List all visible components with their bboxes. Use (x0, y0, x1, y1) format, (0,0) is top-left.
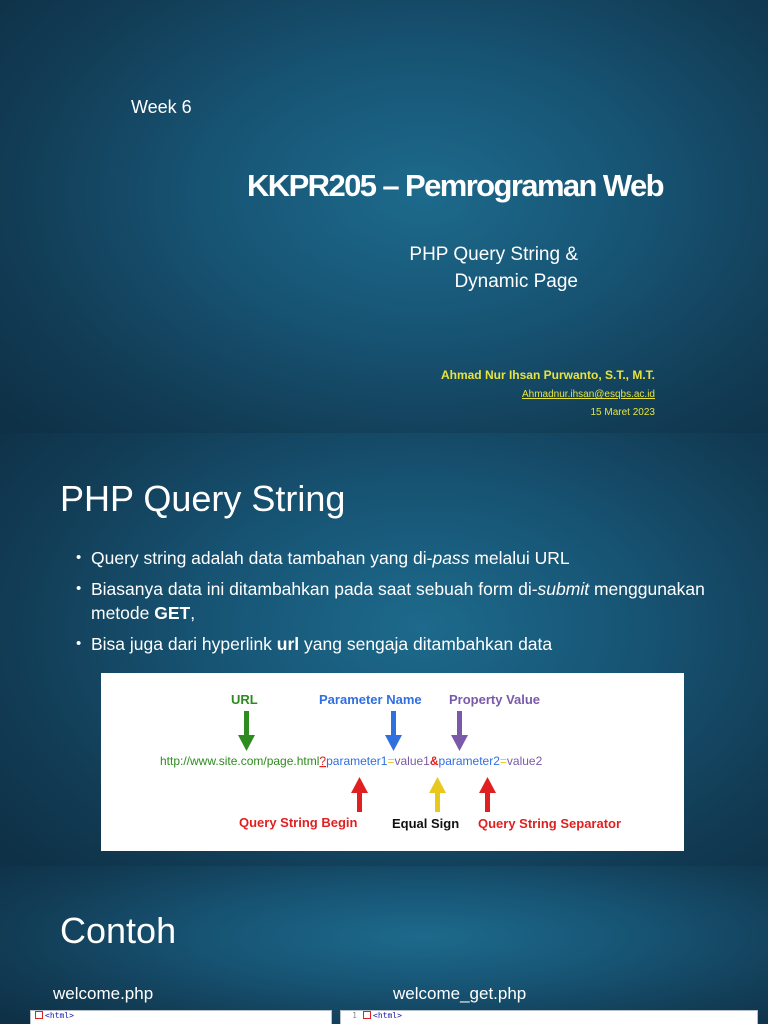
file-label-welcome: welcome.php (53, 984, 154, 1003)
label-query-string-separator: Query String Separator (478, 816, 622, 831)
url-equal2: = (499, 754, 507, 768)
bullet-text: Biasanya data ini ditambahkan pada saat sebuah form di- (91, 579, 538, 599)
fold-icon[interactable] (35, 1011, 43, 1019)
contoh-slide (0, 866, 768, 1024)
url-equal1: = (387, 754, 395, 768)
label-equal-sign: Equal Sign (392, 816, 460, 831)
title-slide (0, 0, 768, 433)
author-email-link[interactable]: Ahmadnur.ihsan@esqbs.ac.id (521, 389, 655, 400)
bullet-item (76, 632, 716, 656)
bullet-text: melalui URL (469, 548, 570, 568)
url-param1: parameter1 (326, 754, 388, 768)
bullet-text: yang sengaja ditambahkan data (299, 634, 553, 654)
query-string-diagram (101, 673, 684, 851)
file-label-welcome-get: welcome_get.php (393, 984, 527, 1003)
code-line: <html> (45, 1011, 74, 1020)
line-number: 1 (352, 1011, 357, 1020)
slide-subtitle (278, 241, 578, 295)
url-value1: value1 (394, 754, 430, 768)
slide-title: Contoh (60, 910, 177, 951)
code-line: <html> (373, 1011, 402, 1020)
bullet-text: Query string adalah data tambahan yang di- (91, 548, 433, 568)
bullet-item (76, 577, 716, 625)
arrow-param-down (385, 711, 402, 751)
bullet-text: menggunakan metode (91, 579, 705, 623)
label-url: URL (231, 692, 258, 707)
url-ampersand: & (429, 754, 439, 768)
fold-icon[interactable] (363, 1011, 371, 1019)
presentation-date: 15 Maret 2023 (590, 407, 655, 418)
url-param2: parameter2 (438, 754, 500, 768)
label-property-value: Property Value (449, 692, 541, 707)
bullet-list (76, 546, 716, 663)
bullet-bold: url (276, 634, 300, 654)
arrow-url-down (238, 711, 255, 751)
code-panel-welcome (30, 1010, 332, 1024)
url-base: http://www.site.com/page.html (160, 754, 320, 768)
week-label: Week 6 (131, 97, 192, 117)
author-name: Ahmad Nur Ihsan Purwanto, S.T., M.T. (440, 368, 655, 382)
slide-title: PHP Query String (60, 478, 346, 519)
bullet-italic: submit (537, 579, 590, 599)
example-url (160, 754, 543, 768)
arrow-separator-up (479, 777, 496, 812)
subtitle-line-1: PHP Query String & (409, 244, 578, 265)
url-value2: value2 (506, 754, 543, 768)
arrow-equal-up (429, 777, 446, 812)
course-title: KKPR205 – Pemrograman Web (247, 168, 663, 203)
url-question-mark: ? (319, 754, 327, 768)
arrow-value-down (451, 711, 468, 751)
label-parameter-name: Parameter Name (319, 692, 422, 707)
diagram-svg (101, 673, 684, 851)
bullet-italic: pass (432, 548, 470, 568)
bullet-text: Bisa juga dari hyperlink (91, 634, 277, 654)
query-string-slide (0, 433, 768, 866)
code-panel-welcome-get (340, 1010, 758, 1024)
label-query-string-begin: Query String Begin (239, 815, 358, 830)
bullet-bold: GET (154, 603, 191, 623)
subtitle-line-2: Dynamic Page (454, 271, 578, 292)
bullet-item (76, 546, 716, 570)
arrow-qs-begin-up (351, 777, 368, 812)
bullet-text: , (190, 603, 196, 623)
